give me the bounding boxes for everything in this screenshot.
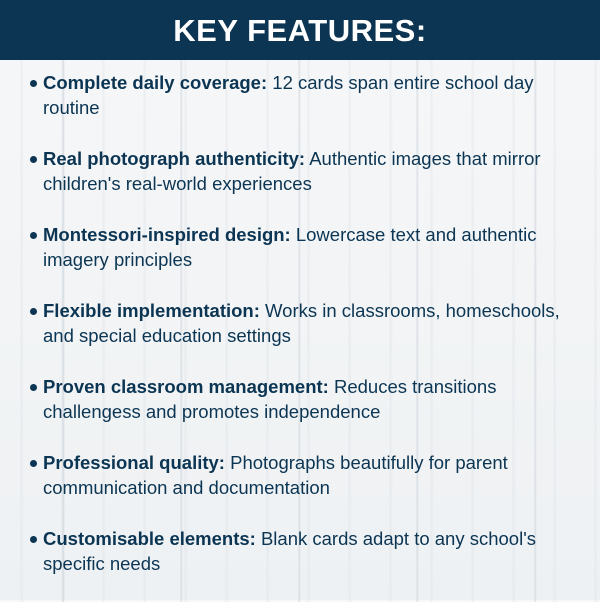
feature-title: Montessori-inspired design: — [43, 224, 291, 245]
header-banner — [0, 0, 600, 60]
feature-description: Works in classrooms, homeschools, and special education settings — [43, 300, 560, 346]
feature-text — [43, 374, 570, 424]
feature-text — [43, 298, 570, 348]
bullet-icon — [30, 460, 37, 467]
feature-item-photograph-authenticity — [0, 146, 600, 222]
feature-item-customisable-elements — [0, 526, 600, 602]
bullet-icon — [30, 536, 37, 543]
feature-description: Blank cards adapt to any school's specific needs — [43, 528, 536, 574]
feature-title: Customisable elements: — [43, 528, 256, 549]
feature-description: Lowercase text and authentic imagery principles — [43, 224, 537, 270]
features-list — [0, 70, 600, 602]
feature-title: Proven classroom management: — [43, 376, 329, 397]
bullet-icon — [30, 308, 37, 315]
feature-text — [43, 222, 570, 272]
feature-item-daily-coverage — [0, 70, 600, 146]
bullet-icon — [30, 384, 37, 391]
bullet-icon — [30, 232, 37, 239]
feature-item-montessori-design — [0, 222, 600, 298]
feature-title: Real photograph authenticity: — [43, 148, 306, 169]
feature-text — [43, 146, 570, 196]
bullet-icon — [30, 80, 37, 87]
feature-description: Photographs beautifully for parent communication and documentation — [43, 452, 508, 498]
feature-description: Reduces transitions challengess and promotes independence — [43, 376, 497, 422]
page-title: KEY FEATURES: — [173, 12, 427, 48]
feature-item-professional-quality — [0, 450, 600, 526]
feature-title: Flexible implementation: — [43, 300, 260, 321]
feature-text — [43, 70, 570, 120]
feature-description: Authentic images that mirror children's real-world experiences — [43, 148, 541, 194]
feature-title: Complete daily coverage: — [43, 72, 268, 93]
feature-item-classroom-management — [0, 374, 600, 450]
bullet-icon — [30, 156, 37, 163]
feature-text — [43, 450, 570, 500]
feature-text — [43, 526, 570, 576]
feature-item-flexible-implementation — [0, 298, 600, 374]
feature-description: 12 cards span entire school day routine — [43, 72, 534, 118]
feature-title: Professional quality: — [43, 452, 225, 473]
